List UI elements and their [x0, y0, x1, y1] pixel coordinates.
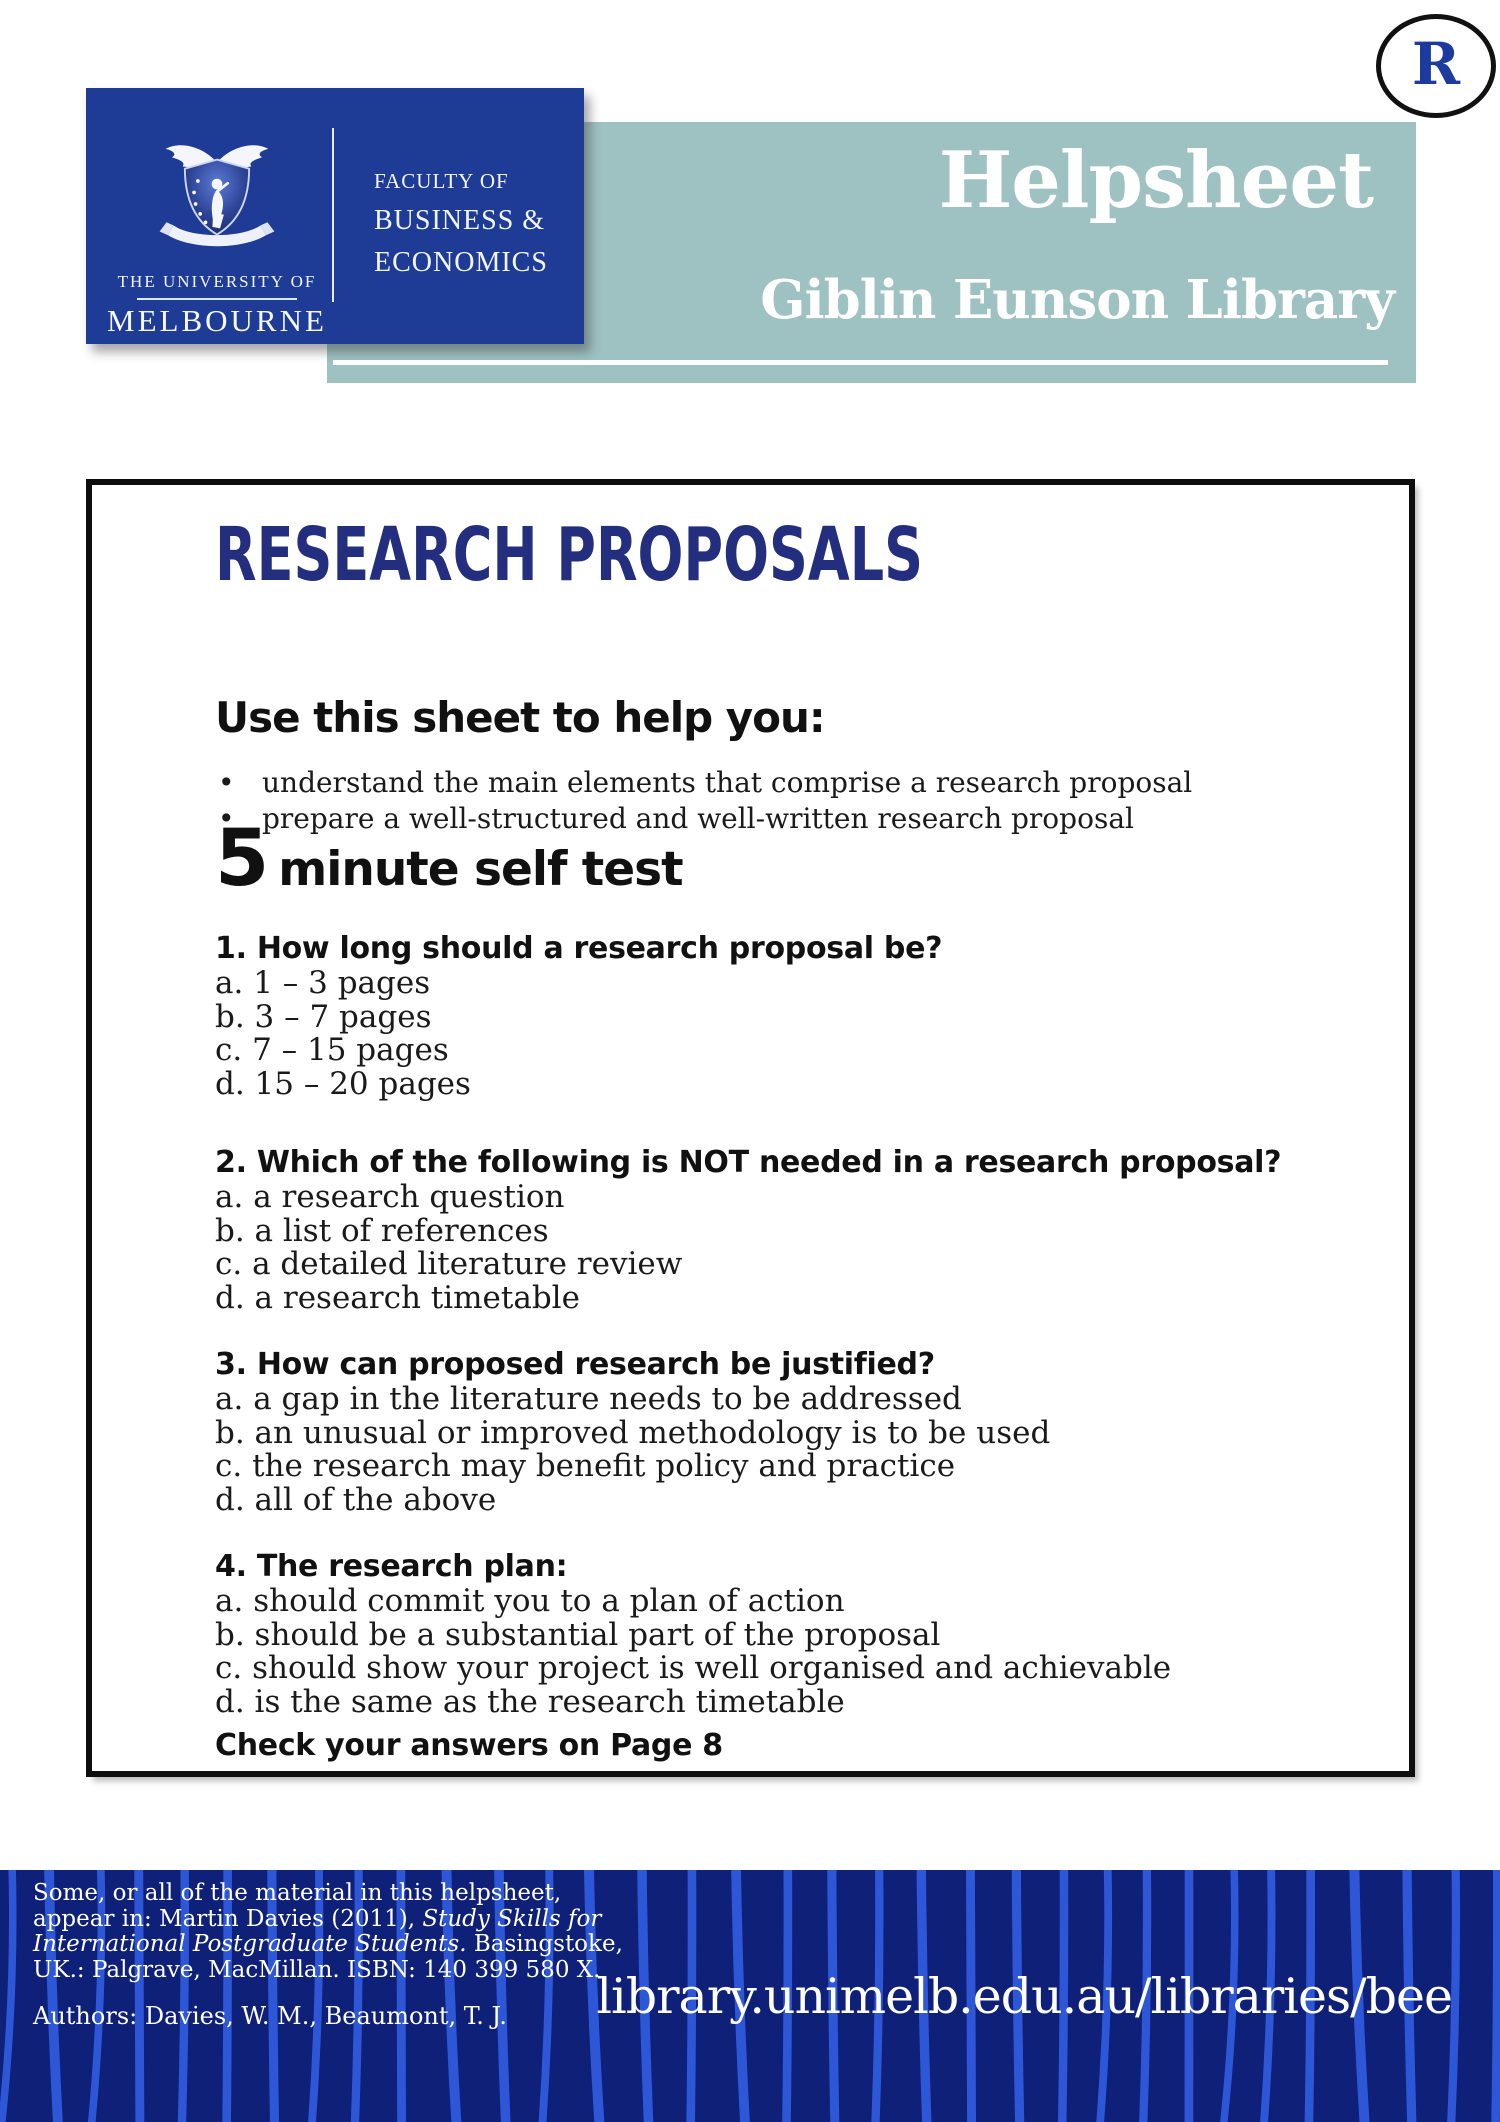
check-answers-note: Check your answers on Page 8: [215, 1728, 723, 1763]
faculty-name: [374, 162, 548, 284]
question-option: c. the research may benefit policy and practice: [215, 1448, 956, 1484]
question-option: c. should show your project is well organised and achievable: [215, 1650, 1172, 1686]
citation-italic-segment: Study Skills for: [422, 1905, 602, 1932]
citation-segment: Basingstoke,: [466, 1931, 623, 1957]
citation-line: [33, 1907, 623, 1933]
question-option: d. is the same as the research timetable: [215, 1683, 845, 1720]
question-option: d. all of the above: [215, 1481, 497, 1518]
citation-segment: UK.: Palgrave, MacMillan. ISBN: 140 399 580 X.: [33, 1956, 601, 1983]
footer-stripe: [1495, 1870, 1497, 2122]
question-block: [215, 1549, 1353, 1719]
question-prompt: 1. How long should a research proposal be?: [215, 931, 943, 966]
question-option: a. 1 – 3 pages: [215, 965, 431, 1001]
question-block: [215, 1347, 1353, 1517]
r-badge-icon: [1376, 14, 1496, 118]
faculty-line: BUSINESS &: [374, 205, 546, 236]
citation-segment: appear in: Martin Davies (2011),: [33, 1905, 423, 1932]
citation-text: [33, 1881, 623, 1983]
citation-line: [33, 1958, 623, 1984]
question-option: b. an unusual or improved methodology is to be used: [215, 1414, 1051, 1451]
question-option: b. a list of references: [215, 1212, 549, 1249]
r-badge-letter: R: [1411, 30, 1461, 98]
question-option: a. a research question: [215, 1179, 565, 1215]
citation-line: [33, 1881, 623, 1907]
library-url: library.unimelb.edu.au/libraries/bee: [596, 1968, 1452, 2025]
self-test-number: 5: [215, 814, 270, 904]
faculty-line: FACULTY OF: [374, 169, 509, 193]
bullet-item: • prepare a well-structured and well-written research proposal: [215, 801, 1353, 837]
question-option: a. should commit you to a plan of action: [215, 1583, 845, 1619]
library-subtitle: Giblin Eunson Library: [760, 269, 1394, 331]
question-option: c. 7 – 15 pages: [215, 1032, 449, 1068]
question-option: d. a research timetable: [215, 1279, 580, 1316]
citation-italic-segment: International Postgraduate Students.: [33, 1931, 467, 1957]
faculty-line: ECONOMICS: [374, 247, 548, 278]
page-title: Helpsheet: [938, 135, 1373, 226]
question-prompt: 2. Which of the following is NOT needed in a research proposal?: [215, 1145, 1282, 1180]
university-name-label: MELBOURNE: [107, 303, 327, 338]
content-box: [86, 479, 1415, 1777]
logo-divider: [332, 128, 334, 302]
citation-segment: Some, or all of the material in this helpsheet,: [33, 1880, 562, 1906]
bullet-item: • understand the main elements that comprise a research proposal: [215, 765, 1353, 801]
citation-line: [33, 1932, 623, 1958]
question-block: [215, 1145, 1353, 1315]
university-top-label: THE UNIVERSITY OF: [117, 272, 317, 291]
questions: [215, 931, 1353, 1719]
question-prompt: 4. The research plan:: [215, 1549, 568, 1584]
footer-stripe: [1, 1870, 13, 2122]
question-option: b. should be a substantial part of the proposal: [215, 1616, 941, 1653]
university-logo: [86, 88, 584, 344]
intro-heading: Use this sheet to help you:: [215, 693, 825, 742]
question-option: b. 3 – 7 pages: [215, 998, 432, 1035]
intro-bullets: [215, 765, 1353, 837]
university-crest-icon: [152, 128, 282, 260]
logo-separator-line: [137, 298, 297, 300]
question-option: a. a gap in the literature needs to be addressed: [215, 1381, 962, 1417]
self-test-label: minute self test: [278, 842, 683, 897]
question-block: [215, 931, 1353, 1101]
sheet-title: RESEARCH PROPOSALS: [215, 512, 924, 598]
authors-line: Authors: Davies, W. M., Beaumont, T. J.: [33, 2002, 507, 2030]
question-prompt: 3. How can proposed research be justified?: [215, 1347, 935, 1382]
question-option: c. a detailed literature review: [215, 1246, 683, 1282]
question-option: d. 15 – 20 pages: [215, 1065, 471, 1102]
footer-band: [0, 1870, 1500, 2122]
header-rule: [333, 360, 1388, 365]
